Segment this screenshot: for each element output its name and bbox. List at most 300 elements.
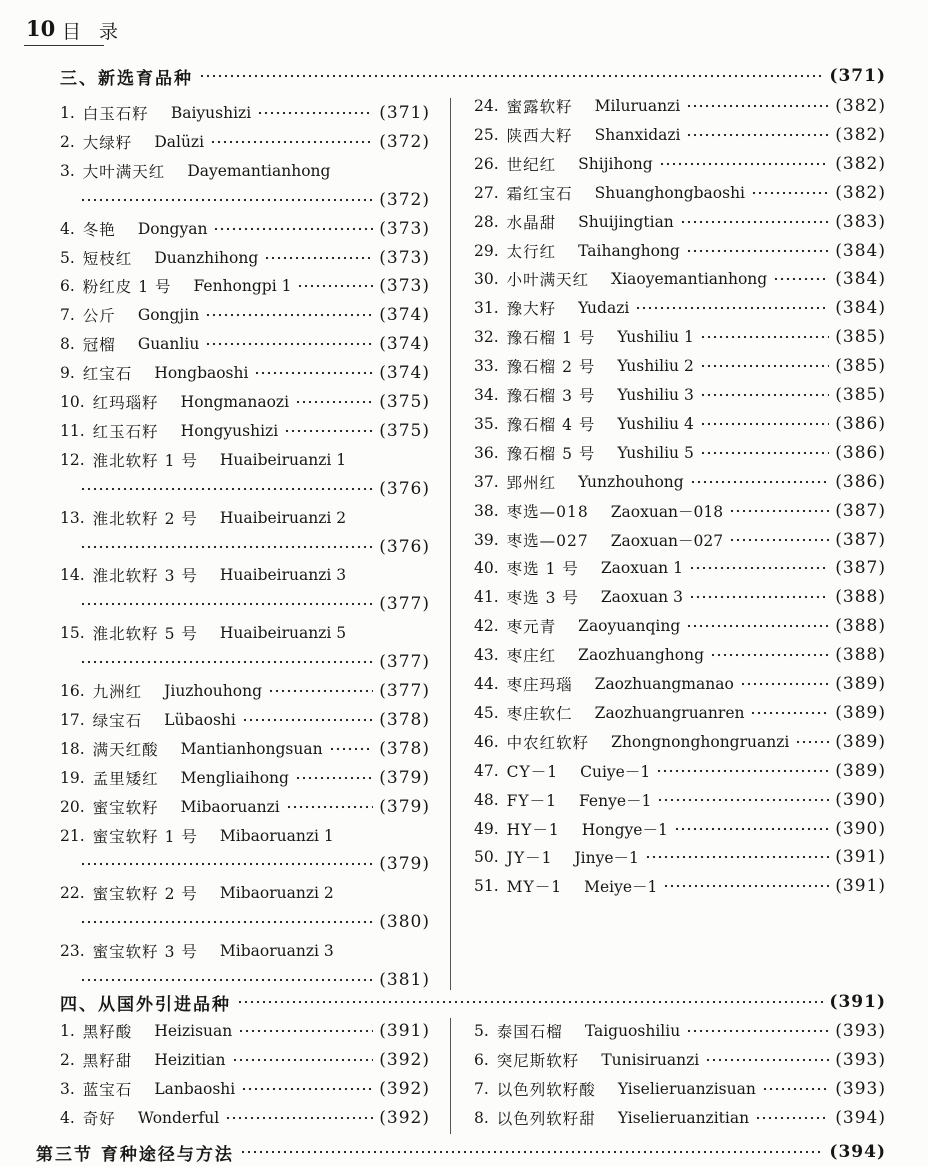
dot-leader [225, 1116, 373, 1120]
toc-entry[interactable] [474, 843, 886, 871]
entry-page: (389) [835, 760, 886, 781]
entry-pinyin-name: Zhongnonghongruanzi [611, 732, 790, 751]
entry-chinese-name: 枣庄软仁 [506, 704, 573, 723]
toc-entry[interactable] [474, 1075, 886, 1103]
entry-pinyin-name: Zaoxuan－018 [610, 502, 724, 521]
entry-number: 6. [60, 277, 75, 296]
entry-pinyin-name: Shuanghongbaoshi [594, 183, 746, 202]
entry-number: 29. [474, 241, 499, 260]
entry-page: (379) [379, 854, 430, 875]
entry-page: (388) [835, 616, 886, 637]
toc-entry[interactable] [474, 294, 886, 322]
toc-entry[interactable] [474, 468, 886, 496]
entry-number: 28. [474, 212, 499, 231]
dot-leader [286, 805, 374, 809]
entry-chinese-name: 蜜宝软籽 3 号 [92, 943, 198, 962]
entry-page: (387) [835, 500, 886, 521]
entry-number: 17. [60, 710, 85, 729]
entry-chinese-name: 孟里矮红 [92, 769, 159, 788]
dot-leader [729, 538, 829, 542]
section-heading[interactable] [60, 988, 886, 1016]
toc-entry[interactable] [474, 815, 886, 843]
entry-number: 6. [474, 1051, 489, 1069]
dot-leader [674, 827, 829, 831]
dot-leader [254, 371, 373, 375]
toc-entry[interactable] [474, 583, 886, 611]
toc-entry[interactable] [474, 1046, 886, 1074]
entry-chinese-name: 冠榴 [82, 336, 116, 355]
entry-pinyin-name: Dongyan [137, 219, 208, 238]
dot-leader [80, 198, 373, 202]
dot-leader [686, 104, 829, 108]
toc-entry-continuation[interactable] [80, 186, 430, 214]
toc-entry[interactable] [60, 822, 430, 850]
entry-chinese-name: 豫石榴 3 号 [506, 387, 596, 405]
toc-entry[interactable] [60, 619, 430, 647]
entry-chinese-name: 豫石榴 2 号 [506, 358, 596, 377]
entry-number: 38. [474, 501, 499, 520]
dot-leader [295, 776, 373, 780]
entry-chinese-name: 蜜宝软籽 2 号 [92, 885, 198, 904]
entry-page: (386) [835, 442, 886, 463]
dot-leader [237, 1000, 823, 1004]
toc-entry-continuation[interactable] [80, 850, 430, 878]
entry-chinese-name: 豫石榴 5 号 [506, 444, 596, 463]
dot-leader [705, 1058, 829, 1062]
toc-entry[interactable] [474, 179, 886, 207]
toc-entry-continuation[interactable] [80, 533, 430, 561]
entry-number: 16. [60, 682, 85, 700]
entry-chinese-name: 以色列软籽甜 [496, 1110, 596, 1128]
entry-chinese-name: 蜜宝软籽 [92, 798, 159, 817]
entry-number: 30. [474, 270, 499, 289]
dot-leader [700, 393, 829, 397]
entry-chinese-name: 以色列软籽酸 [496, 1081, 596, 1099]
entry-chinese-name: 枣元青 [506, 618, 557, 637]
entry-pinyin-name: Dayemantianhong [187, 161, 331, 180]
entry-number: 50. [474, 848, 499, 867]
entry-chinese-name: 枣选 3 号 [506, 589, 579, 608]
entry-page: (385) [835, 327, 886, 348]
entry-pinyin-name: Gongjin [137, 306, 200, 325]
toc-entry[interactable] [474, 728, 886, 756]
entry-chinese-name: 枣选 1 号 [506, 560, 579, 579]
entry-number: 39. [474, 530, 499, 549]
entry-pinyin-name: Yushiliu 2 [617, 357, 694, 376]
dot-leader [690, 480, 830, 484]
entry-page: (385) [835, 356, 886, 377]
entry-page: (391) [379, 1021, 430, 1041]
entry-pinyin-name: Mantianhongsuan [180, 739, 323, 758]
toc-entry[interactable] [60, 937, 430, 965]
entry-page: (379) [379, 767, 430, 788]
entry-page: (384) [835, 269, 886, 290]
entry-page: (376) [379, 536, 430, 557]
section-title: 四、从国外引进品种 [60, 994, 231, 1015]
toc-entry[interactable] [60, 388, 430, 416]
entry-chinese-name: 黑籽酸 [82, 1023, 133, 1041]
toc-entry[interactable] [474, 872, 886, 900]
dot-leader [635, 306, 829, 310]
entry-pinyin-name: Wonderful [137, 1109, 220, 1127]
entry-pinyin-name: Yiselieruanzisuan [617, 1080, 756, 1098]
dot-leader [689, 595, 829, 599]
dot-leader [242, 718, 373, 722]
entry-number: 7. [60, 306, 75, 325]
dot-leader [700, 364, 829, 368]
dot-leader [686, 133, 829, 137]
entry-number: 31. [474, 299, 499, 318]
entry-page: (391) [835, 847, 886, 868]
toc-entry[interactable] [474, 352, 886, 380]
dot-leader [80, 602, 373, 606]
toc-entry[interactable] [474, 237, 886, 265]
toc-entry[interactable] [60, 301, 430, 329]
toc-entry[interactable] [60, 1046, 430, 1074]
toc-entry[interactable] [60, 706, 430, 734]
dot-leader [659, 162, 830, 166]
entry-chinese-name: 豫石榴 4 号 [506, 415, 596, 434]
toc-entry[interactable] [60, 879, 430, 907]
entry-page: (375) [379, 420, 430, 441]
entry-chinese-name: 太行红 [506, 242, 557, 261]
toc-entry[interactable] [60, 330, 430, 358]
toc-entry[interactable] [474, 265, 886, 293]
toc-entry[interactable] [60, 244, 430, 272]
entry-page: (374) [379, 334, 430, 355]
entry-page: (394) [835, 1108, 886, 1128]
dot-leader [700, 422, 829, 426]
toc-entry[interactable] [60, 793, 430, 821]
toc-entry[interactable] [60, 157, 430, 185]
entry-pinyin-name: Mibaoruanzi 3 [219, 942, 334, 961]
toc-entry[interactable] [474, 497, 886, 525]
entry-page: (388) [835, 645, 886, 666]
entry-chinese-name: HY－1 [506, 820, 560, 839]
entry-pinyin-name: Heizitian [154, 1051, 226, 1069]
entry-pinyin-name: Zaoxuan 3 [600, 588, 683, 607]
entry-page: (375) [379, 392, 430, 412]
entry-number: 34. [474, 386, 499, 404]
dot-leader [295, 400, 373, 404]
entry-number: 35. [474, 414, 499, 433]
entry-number: 5. [60, 248, 75, 267]
entry-number: 23. [60, 942, 85, 961]
dot-leader [238, 1029, 373, 1033]
toc-entry[interactable] [60, 561, 430, 589]
entry-pinyin-name: Zaozhuangmanao [594, 675, 734, 693]
entry-page: (380) [379, 912, 430, 933]
entry-number: 15. [60, 624, 85, 643]
entry-chinese-name: 红玛瑙籽 [92, 394, 159, 412]
dot-leader [710, 653, 829, 657]
dot-leader [680, 220, 829, 224]
dot-leader [257, 111, 373, 115]
toc-entry[interactable] [474, 641, 886, 669]
entry-chinese-name: 陕西大籽 [506, 126, 573, 145]
entry-pinyin-name: Yiselieruanzitian [617, 1109, 750, 1127]
entry-chinese-name: 霜红宝石 [506, 184, 573, 203]
entry-page: (372) [379, 131, 430, 152]
dot-leader [686, 624, 829, 628]
dot-leader [205, 342, 373, 346]
entry-page: (389) [835, 702, 886, 723]
entry-pinyin-name: Yunzhouhong [578, 472, 684, 491]
entry-page: (386) [835, 471, 886, 492]
entry-pinyin-name: Hongyushizi [180, 421, 279, 440]
toc-entry[interactable] [60, 272, 430, 300]
entry-chinese-name: 满天红酸 [92, 740, 159, 759]
entry-number: 42. [474, 617, 499, 636]
entry-number: 4. [60, 219, 75, 238]
entry-chinese-name: 冬艳 [82, 220, 116, 239]
entry-number: 4. [60, 1109, 75, 1127]
entry-number: 20. [60, 797, 85, 816]
toc-entry[interactable] [474, 92, 886, 120]
entry-pinyin-name: Xiaoyemantianhong [611, 270, 768, 289]
toc-entry[interactable] [474, 121, 886, 149]
toc-entry[interactable] [474, 786, 886, 814]
dot-leader [645, 855, 829, 859]
entry-page: (390) [835, 818, 886, 839]
entry-page: (377) [379, 594, 430, 615]
entry-chinese-name: 淮北软籽 1 号 [92, 451, 198, 470]
toc-entry[interactable] [60, 677, 430, 705]
entry-number: 45. [474, 703, 499, 722]
entry-page: (386) [835, 413, 886, 434]
section-title: 三、新选育品种 [60, 68, 193, 89]
dot-leader [240, 1150, 824, 1154]
entry-page: (373) [379, 218, 430, 239]
entry-pinyin-name: Mibaoruanzi [180, 797, 280, 816]
dot-leader [729, 509, 829, 513]
entry-number: 36. [474, 443, 499, 462]
section-title: 第三节 育种途径与方法 [36, 1144, 234, 1165]
dot-leader [762, 1087, 829, 1091]
entry-number: 43. [474, 646, 499, 665]
entry-number: 48. [474, 790, 499, 809]
dot-leader [80, 487, 373, 491]
toc-entry[interactable] [474, 1017, 886, 1045]
entry-page: (393) [835, 1050, 886, 1070]
toc-entry[interactable] [474, 670, 886, 698]
entry-number: 1. [60, 1022, 75, 1040]
toc-entry[interactable] [60, 446, 430, 474]
toc-entry[interactable] [474, 150, 886, 178]
entry-number: 2. [60, 132, 75, 151]
entry-page: (376) [379, 478, 430, 499]
entry-number: 14. [60, 566, 85, 585]
dot-leader [80, 862, 373, 866]
entry-page: (390) [835, 789, 886, 810]
entry-pinyin-name: Yushiliu 1 [617, 328, 694, 347]
entry-pinyin-name: Shijihong [578, 154, 653, 173]
toc-entry[interactable] [60, 1075, 430, 1103]
entry-page: (373) [379, 247, 430, 268]
toc-entry[interactable] [474, 323, 886, 351]
header-rule [24, 45, 104, 46]
entry-page: (392) [379, 1108, 430, 1128]
entry-number: 8. [474, 1109, 489, 1127]
toc-entry[interactable] [474, 208, 886, 236]
entry-pinyin-name: Huaibeiruanzi 1 [219, 450, 347, 469]
entry-number: 5. [474, 1022, 489, 1040]
running-header-title: 目录 [62, 21, 137, 43]
entry-pinyin-name: Fenhongpi 1 [193, 277, 292, 296]
section-page: (391) [829, 992, 886, 1012]
entry-pinyin-name: Taihanghong [578, 241, 680, 260]
dot-leader [329, 747, 374, 751]
entry-pinyin-name: Huaibeiruanzi 2 [219, 508, 347, 527]
toc-entry[interactable] [60, 504, 430, 532]
entry-page: (387) [835, 529, 886, 550]
toc-entry[interactable] [474, 381, 886, 409]
entry-number: 37. [474, 472, 499, 491]
entry-chinese-name: 淮北软籽 3 号 [92, 567, 198, 586]
entry-page: (393) [835, 1021, 886, 1041]
toc-entry[interactable] [474, 554, 886, 582]
entry-page: (389) [835, 674, 886, 694]
dot-leader [657, 798, 829, 802]
toc-entry-continuation[interactable] [80, 475, 430, 503]
toc-entry[interactable] [60, 128, 430, 156]
entry-page: (374) [379, 363, 430, 384]
dot-leader [700, 335, 829, 339]
entry-pinyin-name: Zaozhuanghong [578, 646, 705, 665]
dot-leader [80, 978, 373, 982]
toc-entry[interactable] [474, 612, 886, 640]
entry-number: 10. [60, 393, 85, 411]
entry-pinyin-name: Hongbaoshi [154, 364, 249, 383]
entry-page: (391) [835, 876, 886, 897]
toc-entry[interactable] [474, 526, 886, 554]
entry-number: 26. [474, 154, 499, 173]
entry-pinyin-name: Zaoyuanqing [578, 617, 681, 636]
entry-chinese-name: 突尼斯软籽 [496, 1052, 580, 1070]
entry-chinese-name: 红玉石籽 [92, 422, 159, 441]
section-heading[interactable] [60, 62, 886, 90]
entry-pinyin-name: Duanzhihong [154, 248, 259, 267]
dot-leader [656, 769, 829, 773]
toc-entry[interactable] [60, 735, 430, 763]
entry-chinese-name: 大叶满天红 [82, 162, 166, 181]
entry-pinyin-name: Lanbaoshi [154, 1080, 236, 1098]
entry-number: 19. [60, 768, 85, 787]
dot-leader [773, 277, 829, 281]
entry-number: 44. [474, 675, 499, 693]
entry-page: (371) [379, 103, 430, 123]
entry-pinyin-name: Baiyushizi [170, 104, 252, 122]
entry-number: 46. [474, 732, 499, 751]
entry-page: (384) [835, 240, 886, 261]
toc-entry[interactable] [474, 410, 886, 438]
entry-number: 40. [474, 559, 499, 578]
entry-chinese-name: 中农红软籽 [506, 733, 590, 752]
dot-leader [199, 74, 823, 78]
entry-pinyin-name: Jinye－1 [574, 849, 639, 868]
entry-page: (381) [379, 970, 430, 990]
entry-page: (392) [379, 1050, 430, 1070]
entry-pinyin-name: Tunisiruanzi [601, 1051, 700, 1069]
toc-entry[interactable] [474, 1104, 886, 1132]
entry-chinese-name: FY－1 [506, 791, 558, 810]
entry-chinese-name: 黑籽甜 [82, 1052, 133, 1070]
entry-number: 25. [474, 125, 499, 144]
entry-page: (382) [835, 96, 886, 116]
toc-entry[interactable] [60, 764, 430, 792]
dot-leader [700, 451, 829, 455]
dot-leader [80, 920, 373, 924]
dot-leader [663, 884, 829, 888]
dot-leader [232, 1058, 374, 1062]
entry-pinyin-name: Hongye－1 [581, 820, 668, 839]
toc-entry[interactable] [474, 757, 886, 785]
entry-number: 32. [474, 328, 499, 347]
entry-number: 9. [60, 364, 75, 383]
entry-page: (382) [835, 182, 886, 203]
entry-pinyin-name: Meiye－1 [584, 878, 658, 897]
entry-page: (382) [835, 153, 886, 174]
entry-page: (374) [379, 305, 430, 326]
dot-leader [689, 566, 829, 570]
entry-chinese-name: 郢州红 [506, 473, 557, 492]
entry-chinese-name: JY－1 [506, 849, 553, 868]
toc-entry[interactable] [60, 359, 430, 387]
entry-page: (388) [835, 587, 886, 608]
toc-entry-continuation[interactable] [80, 908, 430, 936]
entry-page: (378) [379, 738, 430, 759]
entry-chinese-name: 枣选—027 [506, 531, 589, 550]
entry-chinese-name: MY－1 [506, 878, 563, 897]
dot-leader [284, 429, 373, 433]
entry-chinese-name: 绿宝石 [92, 711, 143, 730]
section-heading[interactable] [36, 1138, 886, 1166]
entry-pinyin-name: Yushiliu 5 [617, 443, 694, 462]
entry-chinese-name: 枣选—018 [506, 502, 589, 521]
dot-leader [686, 1029, 829, 1033]
toc-entry[interactable] [60, 99, 430, 127]
entry-number: 13. [60, 508, 85, 527]
toc-entry[interactable] [60, 1104, 430, 1132]
dot-leader [751, 191, 829, 195]
toc-entry-continuation[interactable] [80, 590, 430, 618]
entry-page: (392) [379, 1079, 430, 1099]
entry-number: 8. [60, 335, 75, 354]
section-page: (371) [829, 66, 886, 86]
toc-entry[interactable] [60, 1017, 430, 1045]
dot-leader [213, 227, 373, 231]
toc-entry[interactable] [60, 417, 430, 445]
entry-page: (393) [835, 1079, 886, 1099]
entry-page: (383) [835, 211, 886, 232]
entry-pinyin-name: Zaozhuangruanren [594, 703, 745, 722]
entry-number: 3. [60, 161, 75, 180]
toc-entry[interactable] [60, 215, 430, 243]
entry-number: 22. [60, 884, 85, 903]
toc-entry-continuation[interactable] [80, 648, 430, 676]
entry-number: 18. [60, 739, 85, 758]
entry-pinyin-name: Heizisuan [154, 1022, 233, 1040]
entry-chinese-name: 淮北软籽 5 号 [92, 625, 198, 644]
toc-entry[interactable] [474, 439, 886, 467]
entry-number: 33. [474, 357, 499, 376]
entry-chinese-name: 泰国石榴 [496, 1023, 563, 1041]
entry-number: 2. [60, 1051, 75, 1069]
entry-chinese-name: 豫大籽 [506, 300, 557, 319]
toc-entry[interactable] [474, 699, 886, 727]
entry-chinese-name: 水晶甜 [506, 213, 557, 232]
entry-chinese-name: 短枝红 [82, 249, 133, 268]
